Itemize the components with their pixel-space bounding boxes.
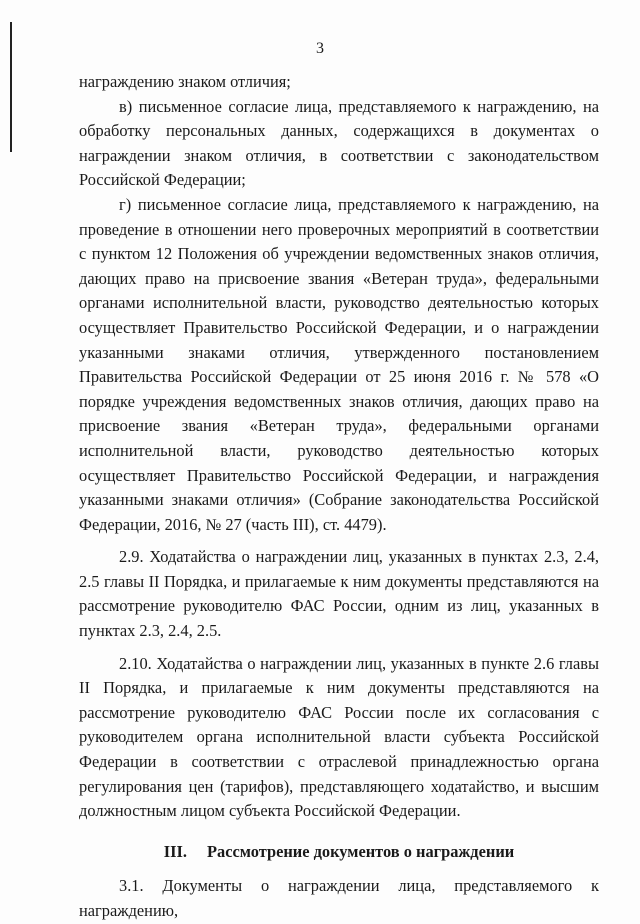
paragraph-item-v: в) письменное согласие лица, представляемого к награждению, на обработку персональных данных, содержащихся в документах о награждении знаком отличия, в соответствии с законодательством Российской Федерации; [79, 96, 599, 190]
paragraph-3-1: 3.1. Документы о награждении лица, представляемого к награждению, [79, 876, 599, 920]
paragraph-item-g: г) письменное согласие лица, представляемого к награждению, на проведение в отношении него проверочных мероприятий в соответствии с пунктом 12 Положения об учреждении ведомственных знаков отличия, дающих право на присвоение звания «Ветеран труда», федеральными органами исполнительной власти, руководство деятельностью которых осуществляет Правительство Российской Федерации, и о награждении указанными знаками отличия, утвержденного постановлением Правительства Российской Федерации от 25 июня 2016 г. № 578 «О порядке учреждения ведомственных знаков отличия, дающих право на присвоение звания «Ветеран труда», федеральными органами исполнительной власти, руководство деятельностью которых осуществляет Правительство Российской Федерации, и награждения указанными знаками отличия» (Собрание законодательства Российской Федерации, 2016, № 27 (часть III), ст. 4479). [79, 194, 599, 534]
section-number: III. [163, 841, 188, 861]
section-title: Рассмотрение документов о награждении [207, 841, 515, 861]
section-heading [79, 840, 599, 865]
document-body [79, 70, 599, 924]
paragraph-2-10: 2.10. Ходатайства о награждении лиц, указанных в пункте 2.6 главы II Порядка, и прилагаемые к ним документы представляются на рассмотрение руководителю ФАС России после их согласования с руководителем органа исполнительной власти субъекта Российской Федерации в соответствии с отраслевой принадлежностью органа регулирования цен (тарифов), представляющего ходатайство, и высшим должностным лицом субъекта Российской Федерации. [79, 653, 599, 821]
paragraph-continuation: награждению знаком отличия; [79, 72, 291, 91]
paragraph-2-9: 2.9. Ходатайства о награждении лиц, указанных в пунктах 2.3, 2.4, 2.5 главы II Порядка, и прилагаемые к ним документы представляются на рассмотрение руководителю ФАС России, одним из лиц, указанных в пунктах 2.3, 2.4, 2.5. [79, 547, 599, 641]
page-number: 3 [316, 40, 324, 57]
